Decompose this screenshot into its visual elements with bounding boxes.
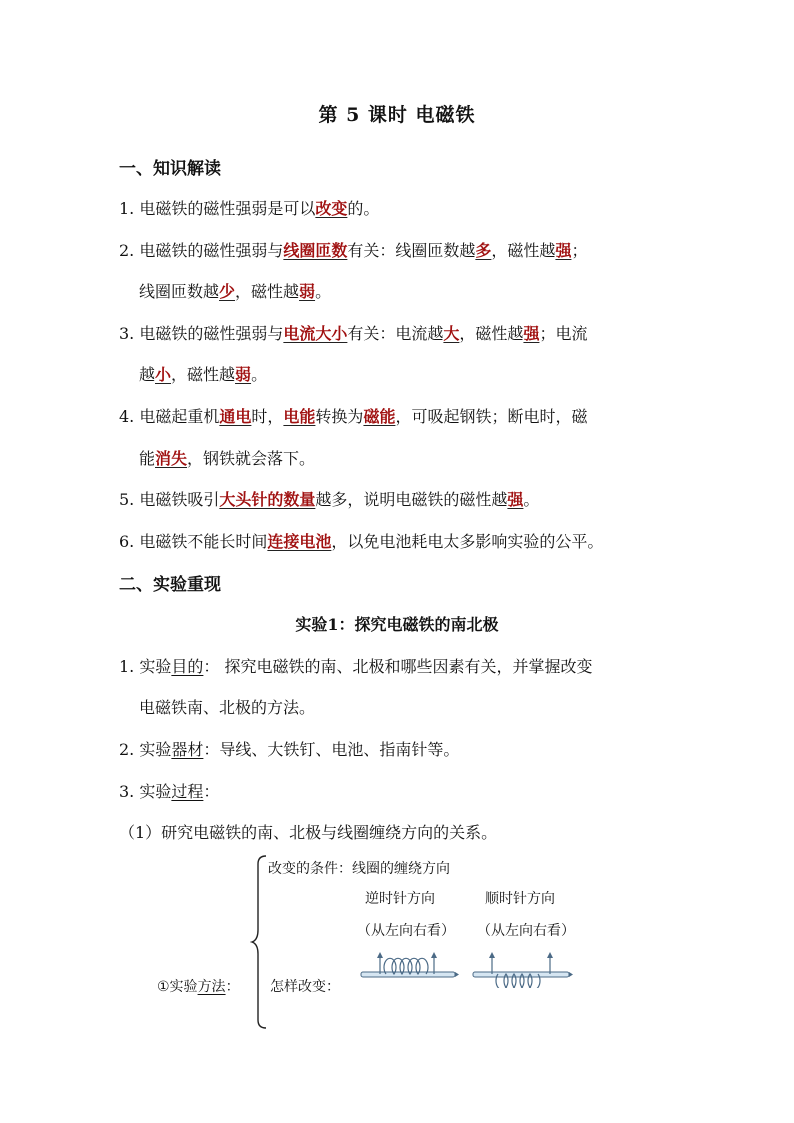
- item-number: 6.: [119, 532, 135, 551]
- answer-text: 多: [475, 241, 492, 260]
- section-heading-experiment: 二、实验重现: [119, 575, 221, 595]
- answer-text: 小: [155, 365, 172, 384]
- item-text: ： 探究电磁铁的南、北极和哪些因素有关，并掌握改变: [203, 657, 593, 676]
- knowledge-item-2: [119, 238, 587, 261]
- answer-text: 连接电池: [267, 532, 332, 551]
- item-text: 。: [523, 490, 540, 509]
- item-text: 有关：电流越: [347, 324, 444, 343]
- item-text: ，可吸起钢铁；断电时，磁: [395, 407, 588, 426]
- item-text: 线圈匝数越: [139, 282, 220, 301]
- item-text: 电磁起重机: [139, 407, 220, 426]
- knowledge-item-4: [119, 404, 587, 427]
- item-text: ，磁性越: [235, 282, 300, 301]
- underlined-term: 目的: [171, 657, 204, 676]
- label-counterclockwise: 逆时针方向: [365, 891, 435, 907]
- item-number: 5.: [119, 490, 135, 509]
- answer-text: 电能: [283, 407, 316, 426]
- label-clockwise: 顺时针方向: [485, 891, 555, 907]
- answer-text: 强: [555, 241, 572, 260]
- experiment-materials: [119, 737, 459, 760]
- item-text: 实验: [139, 740, 172, 759]
- coil-ccw-icon: [358, 948, 460, 988]
- item-text: 电磁铁吸引: [139, 490, 220, 509]
- item-number: 2.: [119, 241, 135, 260]
- underlined-term: 过程: [171, 782, 204, 801]
- answer-text: 消失: [155, 449, 188, 468]
- item-text: ，钢铁就会落下。: [187, 449, 316, 468]
- experiment-purpose-cont: [139, 695, 315, 718]
- answer-text: 强: [507, 490, 524, 509]
- item-number: 4.: [119, 407, 135, 426]
- answer-text: 电流大小: [283, 324, 348, 343]
- experiment-process: [119, 779, 219, 802]
- knowledge-item-1: [119, 196, 379, 219]
- underlined-term: 器材: [171, 740, 204, 759]
- answer-text: 少: [219, 282, 236, 301]
- item-text: 越: [139, 365, 156, 384]
- knowledge-item-3-cont: [139, 362, 267, 385]
- answer-text: 大头针的数量: [219, 490, 316, 509]
- item-text: 实验: [139, 657, 172, 676]
- label-view-1: （从左向右看）: [357, 923, 455, 939]
- item-number: 1.: [119, 657, 135, 676]
- item-number: 2.: [119, 740, 135, 759]
- item-number: 3.: [119, 324, 135, 343]
- item-text: ：导线、大铁钉、电池、指南针等。: [203, 740, 460, 759]
- item-text: 电磁铁不能长时间: [139, 532, 268, 551]
- method-underlined: 方法: [197, 979, 226, 995]
- answer-text: 线圈匝数: [283, 241, 348, 260]
- item-text: 越多，说明电磁铁的磁性越: [315, 490, 508, 509]
- answer-text: 强: [523, 324, 540, 343]
- answer-text: 改变: [315, 199, 348, 218]
- experiment-subitem-1: （1）研究电磁铁的南、北极与线圈缠绕方向的关系。: [119, 823, 498, 842]
- knowledge-item-2-cont: [139, 279, 331, 302]
- curly-brace: [250, 850, 270, 1032]
- item-text: 电磁铁的磁性强弱是可以: [139, 199, 316, 218]
- method-prefix: ①实验: [157, 979, 198, 995]
- answer-text: 磁能: [363, 407, 396, 426]
- experiment-title: 实验1：探究电磁铁的南北极: [295, 615, 499, 634]
- item-number: 1.: [119, 199, 135, 218]
- item-text: 能: [139, 449, 156, 468]
- item-text: ；电流: [539, 324, 588, 343]
- item-text: 转换为: [315, 407, 364, 426]
- item-text: 时，: [251, 407, 284, 426]
- answer-text: 弱: [299, 282, 316, 301]
- knowledge-item-6: [119, 529, 603, 552]
- knowledge-item-3: [119, 321, 587, 344]
- answer-text: 通电: [219, 407, 252, 426]
- item-text: ，磁性越: [171, 365, 236, 384]
- section-heading-knowledge: 一、知识解读: [119, 159, 221, 179]
- item-text: 实验: [139, 782, 172, 801]
- knowledge-item-5: [119, 487, 539, 510]
- method-label: [157, 976, 240, 996]
- item-text: 有关：线圈匝数越: [347, 241, 476, 260]
- item-text: ，磁性越: [491, 241, 556, 260]
- answer-text: 大: [443, 324, 460, 343]
- answer-text: 弱: [235, 365, 252, 384]
- item-text: ，磁性越: [459, 324, 524, 343]
- item-number: 3.: [119, 782, 135, 801]
- item-text: 。: [315, 282, 332, 301]
- page-title: 第 5 课时 电磁铁: [318, 104, 476, 126]
- item-text: 。: [251, 365, 268, 384]
- coil-cw-icon: [470, 948, 576, 988]
- item-text: 电磁铁南、北极的方法。: [139, 698, 316, 717]
- diagram-condition: 改变的条件：线圈的缠绕方向: [268, 861, 450, 877]
- label-view-2: （从左向右看）: [477, 923, 575, 939]
- item-text: 的。: [347, 199, 380, 218]
- item-text: ：: [203, 782, 220, 801]
- item-text: ；: [571, 241, 588, 260]
- method-suffix: ：: [225, 979, 240, 995]
- item-text: 电磁铁的磁性强弱与: [139, 324, 284, 343]
- item-text: ，以免电池耗电太多影响实验的公平。: [331, 532, 604, 551]
- knowledge-item-4-cont: [139, 446, 315, 469]
- how-change-label: 怎样改变：: [270, 979, 340, 995]
- item-text: 电磁铁的磁性强弱与: [139, 241, 284, 260]
- experiment-purpose: [119, 654, 592, 677]
